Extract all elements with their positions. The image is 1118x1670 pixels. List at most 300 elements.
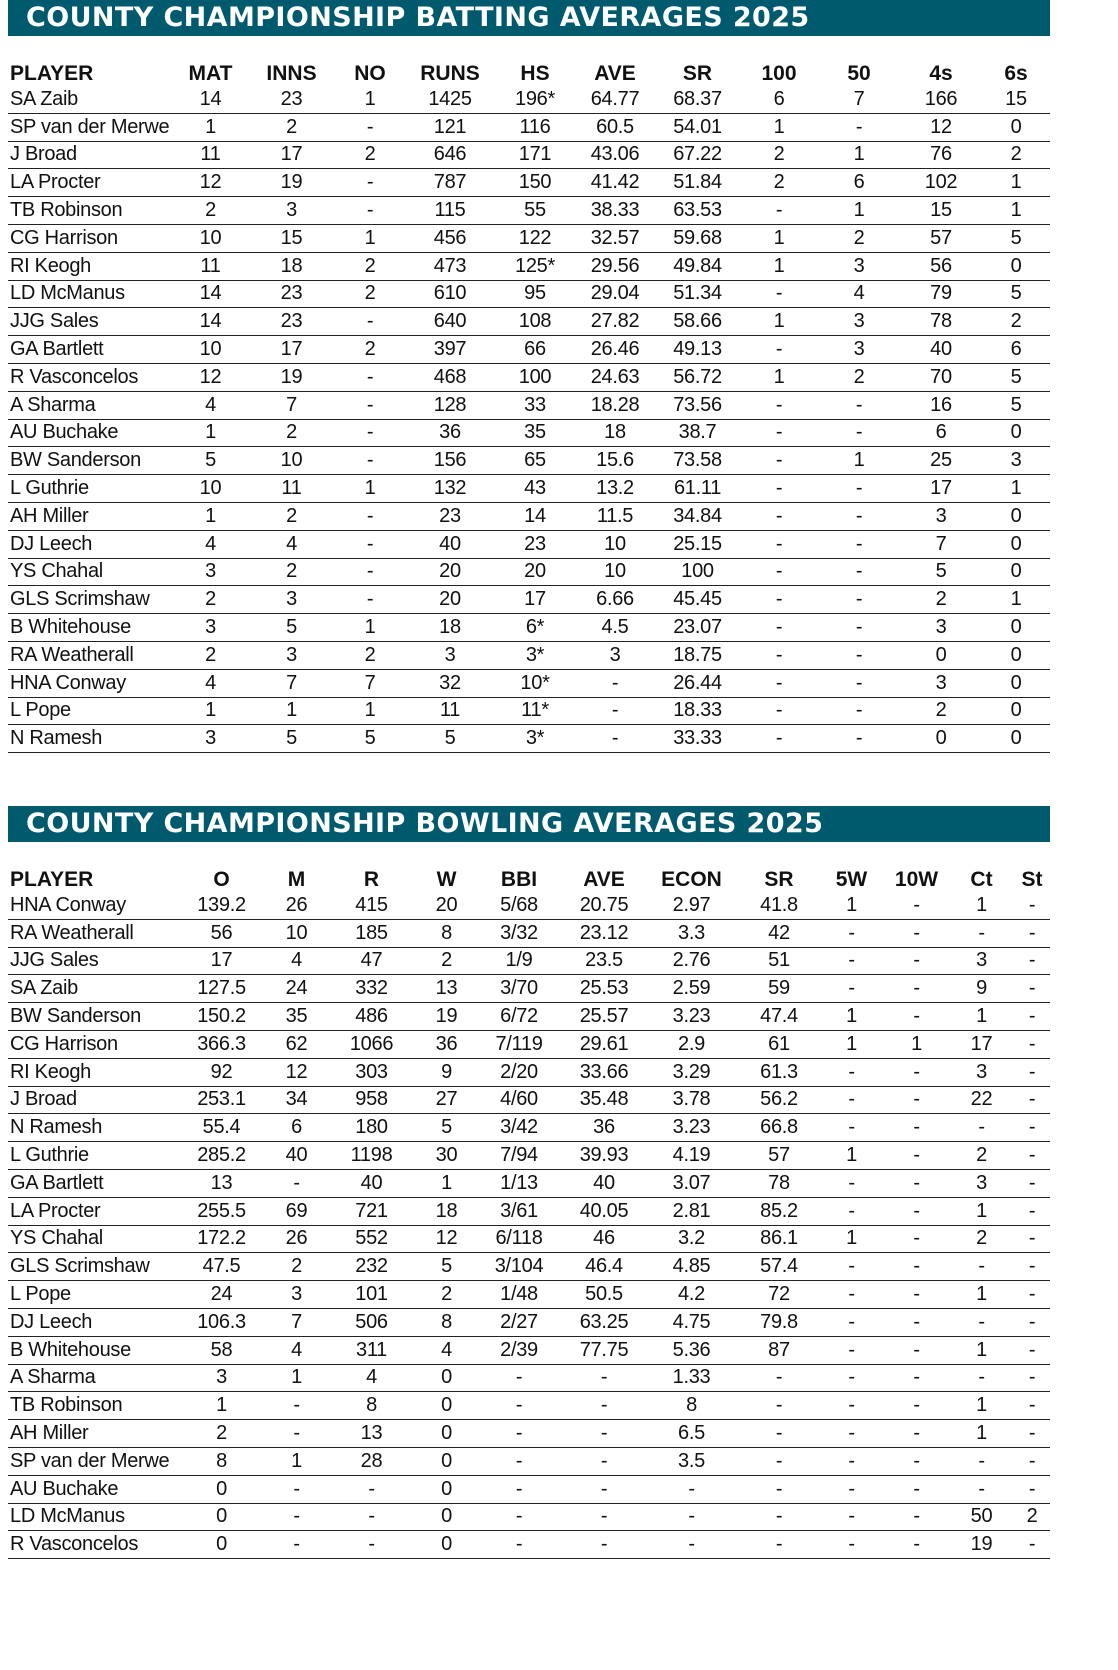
- bowling-cell-sr: 59: [739, 975, 819, 1003]
- bowling-cell-5w: -: [819, 1197, 884, 1225]
- batting-cell-4s: 3: [900, 614, 982, 642]
- batting-cell-no: 2: [335, 280, 405, 308]
- batting-cell-inns: 23: [248, 280, 335, 308]
- batting-cell-100: 1: [740, 252, 818, 280]
- bowling-cell-st: -: [1014, 919, 1050, 947]
- bowling-cell-o: 0: [174, 1475, 269, 1503]
- bowling-cell-ave: 23.12: [564, 919, 644, 947]
- bowling-cell-bbi: 3/32: [474, 919, 564, 947]
- batting-cell-runs: 473: [405, 252, 495, 280]
- batting-cell-50: -: [818, 725, 900, 753]
- bowling-player-name: HNA Conway: [8, 892, 174, 919]
- bowling-cell-ave: 40.05: [564, 1197, 644, 1225]
- bowling-col-header-bbi: BBI: [500, 868, 538, 891]
- bowling-cell-ct: 1: [949, 1003, 1014, 1031]
- batting-cell-no: 5: [335, 725, 405, 753]
- bowling-cell-econ: 3.78: [644, 1086, 739, 1114]
- batting-cell-sr: 23.07: [655, 614, 740, 642]
- bowling-cell-10w: -: [884, 1281, 949, 1309]
- batting-cell-sr: 49.13: [655, 336, 740, 364]
- batting-cell-50: 7: [818, 86, 900, 113]
- batting-col-header-6s: 6s: [1004, 62, 1028, 85]
- batting-cell-50: -: [818, 502, 900, 530]
- batting-cell-sr: 51.84: [655, 169, 740, 197]
- batting-cell-sr: 73.58: [655, 447, 740, 475]
- bowling-cell-st: -: [1014, 1086, 1050, 1114]
- batting-cell-4s: 15: [900, 197, 982, 225]
- batting-cell-inns: 2: [248, 558, 335, 586]
- batting-cell-6s: 0: [982, 669, 1050, 697]
- batting-cell-ave: 13.2: [575, 475, 655, 503]
- batting-cell-4s: 57: [900, 224, 982, 252]
- batting-cell-runs: 40: [405, 530, 495, 558]
- bowling-cell-ct: 1: [949, 892, 1014, 919]
- batting-cell-runs: 20: [405, 586, 495, 614]
- bowling-cell-r: 1066: [324, 1030, 419, 1058]
- bowling-cell-10w: -: [884, 1447, 949, 1475]
- bowling-cell-st: -: [1014, 1475, 1050, 1503]
- bowling-cell-st: -: [1014, 975, 1050, 1003]
- batting-cell-sr: 58.66: [655, 308, 740, 336]
- batting-cell-ave: 10: [575, 530, 655, 558]
- batting-title: COUNTY CHAMPIONSHIP BATTING AVERAGES 2025: [26, 2, 810, 33]
- batting-cell-mat: 2: [173, 197, 248, 225]
- bowling-cell-ct: 17: [949, 1030, 1014, 1058]
- bowling-cell-w: 12: [419, 1225, 474, 1253]
- bowling-cell-sr: -: [739, 1420, 819, 1448]
- bowling-cell-w: 2: [419, 947, 474, 975]
- batting-cell-100: -: [740, 419, 818, 447]
- batting-cell-6s: 1: [982, 169, 1050, 197]
- batting-cell-100: -: [740, 502, 818, 530]
- batting-player-name: A Sharma: [8, 391, 173, 419]
- bowling-cell-10w: -: [884, 1475, 949, 1503]
- batting-cell-ave: 27.82: [575, 308, 655, 336]
- batting-cell-4s: 40: [900, 336, 982, 364]
- bowling-cell-m: 2: [269, 1253, 324, 1281]
- bowling-cell-st: -: [1014, 1392, 1050, 1420]
- bowling-cell-r: 1198: [324, 1142, 419, 1170]
- bowling-cell-bbi: 2/20: [474, 1058, 564, 1086]
- bowling-table-row: [8, 1281, 1050, 1309]
- bowling-cell-10w: -: [884, 919, 949, 947]
- batting-cell-inns: 3: [248, 641, 335, 669]
- batting-cell-mat: 1: [173, 697, 248, 725]
- bowling-cell-econ: 2.97: [644, 892, 739, 919]
- batting-table-row: [8, 113, 1050, 141]
- bowling-cell-ct: -: [949, 1253, 1014, 1281]
- batting-cell-mat: 14: [173, 280, 248, 308]
- batting-cell-4s: 56: [900, 252, 982, 280]
- batting-cell-inns: 1: [248, 697, 335, 725]
- bowling-cell-ct: 1: [949, 1336, 1014, 1364]
- bowling-player-name: AH Miller: [8, 1420, 174, 1448]
- bowling-table-row: [8, 975, 1050, 1003]
- batting-table-row: [8, 586, 1050, 614]
- batting-cell-no: -: [335, 169, 405, 197]
- bowling-cell-o: 55.4: [174, 1114, 269, 1142]
- bowling-table-row: [8, 892, 1050, 919]
- batting-table-row: [8, 447, 1050, 475]
- batting-table-row: [8, 336, 1050, 364]
- bowling-cell-r: 40: [324, 1169, 419, 1197]
- batting-cell-runs: 20: [405, 558, 495, 586]
- batting-player-name: RI Keogh: [8, 252, 173, 280]
- batting-cell-inns: 11: [248, 475, 335, 503]
- batting-cell-inns: 23: [248, 86, 335, 113]
- bowling-cell-ct: -: [949, 1114, 1014, 1142]
- bowling-player-name: DJ Leech: [8, 1308, 174, 1336]
- batting-table-row: [8, 363, 1050, 391]
- bowling-player-name: BW Sanderson: [8, 1003, 174, 1031]
- batting-cell-4s: 16: [900, 391, 982, 419]
- bowling-cell-w: 20: [419, 892, 474, 919]
- batting-table-row: [8, 502, 1050, 530]
- bowling-cell-r: 47: [324, 947, 419, 975]
- bowling-cell-st: -: [1014, 1364, 1050, 1392]
- batting-cell-6s: 5: [982, 224, 1050, 252]
- bowling-col-header-ave: AVE: [583, 868, 625, 891]
- bowling-cell-o: 0: [174, 1503, 269, 1531]
- batting-cell-6s: 0: [982, 419, 1050, 447]
- batting-cell-hs: 10*: [495, 669, 575, 697]
- batting-cell-50: 3: [818, 308, 900, 336]
- bowling-player-name: R Vasconcelos: [8, 1531, 174, 1559]
- bowling-cell-sr: -: [739, 1392, 819, 1420]
- batting-cell-100: -: [740, 669, 818, 697]
- bowling-table-row: [8, 1308, 1050, 1336]
- batting-cell-100: -: [740, 641, 818, 669]
- batting-cell-100: -: [740, 697, 818, 725]
- batting-cell-inns: 19: [248, 169, 335, 197]
- bowling-table-row: [8, 1058, 1050, 1086]
- bowling-cell-o: 17: [174, 947, 269, 975]
- batting-cell-no: 2: [335, 141, 405, 169]
- bowling-cell-m: 34: [269, 1086, 324, 1114]
- batting-cell-sr: 63.53: [655, 197, 740, 225]
- bowling-cell-sr: 87: [739, 1336, 819, 1364]
- bowling-cell-st: -: [1014, 1058, 1050, 1086]
- bowling-cell-m: 69: [269, 1197, 324, 1225]
- bowling-cell-bbi: 2/39: [474, 1336, 564, 1364]
- bowling-cell-bbi: 6/72: [474, 1003, 564, 1031]
- bowling-cell-st: -: [1014, 1142, 1050, 1170]
- batting-table-row: [8, 252, 1050, 280]
- bowling-cell-o: 8: [174, 1447, 269, 1475]
- bowling-cell-m: -: [269, 1475, 324, 1503]
- batting-col-header-player: PLAYER: [10, 62, 94, 85]
- bowling-cell-bbi: 4/60: [474, 1086, 564, 1114]
- batting-cell-inns: 23: [248, 308, 335, 336]
- bowling-cell-10w: -: [884, 1169, 949, 1197]
- batting-player-name: SA Zaib: [8, 86, 173, 113]
- bowling-cell-ave: 25.57: [564, 1003, 644, 1031]
- bowling-player-name: L Pope: [8, 1281, 174, 1309]
- batting-cell-no: 2: [335, 252, 405, 280]
- bowling-cell-sr: 61.3: [739, 1058, 819, 1086]
- bowling-cell-sr: 78: [739, 1169, 819, 1197]
- batting-player-name: R Vasconcelos: [8, 363, 173, 391]
- bowling-cell-sr: 85.2: [739, 1197, 819, 1225]
- bowling-cell-10w: -: [884, 892, 949, 919]
- bowling-cell-bbi: 6/118: [474, 1225, 564, 1253]
- batting-cell-50: 1: [818, 197, 900, 225]
- batting-cell-6s: 2: [982, 308, 1050, 336]
- batting-table-row: [8, 141, 1050, 169]
- batting-table-row: [8, 475, 1050, 503]
- bowling-col-header-10w: 10W: [894, 868, 939, 891]
- batting-cell-no: 2: [335, 641, 405, 669]
- bowling-cell-10w: -: [884, 1086, 949, 1114]
- bowling-cell-st: -: [1014, 1420, 1050, 1448]
- batting-cell-100: -: [740, 475, 818, 503]
- batting-cell-runs: 156: [405, 447, 495, 475]
- batting-cell-inns: 2: [248, 419, 335, 447]
- bowling-table-row: [8, 1420, 1050, 1448]
- batting-col-header-hs: HS: [520, 62, 550, 85]
- bowling-cell-econ: -: [644, 1503, 739, 1531]
- bowling-cell-10w: -: [884, 1503, 949, 1531]
- batting-player-name: TB Robinson: [8, 197, 173, 225]
- bowling-cell-w: 36: [419, 1030, 474, 1058]
- bowling-cell-m: 12: [269, 1058, 324, 1086]
- batting-cell-100: 1: [740, 308, 818, 336]
- bowling-cell-st: -: [1014, 1447, 1050, 1475]
- bowling-cell-w: 27: [419, 1086, 474, 1114]
- batting-cell-no: -: [335, 197, 405, 225]
- batting-cell-inns: 19: [248, 363, 335, 391]
- batting-cell-4s: 0: [900, 641, 982, 669]
- bowling-cell-sr: 79.8: [739, 1308, 819, 1336]
- batting-cell-hs: 3*: [495, 641, 575, 669]
- batting-table-row: [8, 614, 1050, 642]
- bowling-cell-r: 4: [324, 1364, 419, 1392]
- batting-cell-sr: 33.33: [655, 725, 740, 753]
- batting-cell-mat: 4: [173, 669, 248, 697]
- batting-cell-100: 6: [740, 86, 818, 113]
- bowling-cell-bbi: -: [474, 1364, 564, 1392]
- batting-cell-4s: 76: [900, 141, 982, 169]
- bowling-cell-w: 8: [419, 1308, 474, 1336]
- batting-cell-50: -: [818, 641, 900, 669]
- batting-cell-hs: 95: [495, 280, 575, 308]
- bowling-table-row: [8, 919, 1050, 947]
- bowling-cell-w: 0: [419, 1531, 474, 1559]
- bowling-cell-5w: -: [819, 1392, 884, 1420]
- bowling-cell-w: 0: [419, 1392, 474, 1420]
- batting-cell-no: -: [335, 530, 405, 558]
- bowling-cell-bbi: 2/27: [474, 1308, 564, 1336]
- bowling-cell-ct: 1: [949, 1420, 1014, 1448]
- batting-cell-ave: 18: [575, 419, 655, 447]
- batting-cell-ave: 6.66: [575, 586, 655, 614]
- bowling-cell-w: 0: [419, 1447, 474, 1475]
- bowling-player-name: LD McManus: [8, 1503, 174, 1531]
- bowling-player-name: SA Zaib: [8, 975, 174, 1003]
- batting-cell-6s: 1: [982, 475, 1050, 503]
- batting-cell-sr: 54.01: [655, 113, 740, 141]
- batting-cell-6s: 1: [982, 586, 1050, 614]
- bowling-col-header-5w: 5W: [835, 868, 868, 891]
- batting-cell-4s: 7: [900, 530, 982, 558]
- bowling-cell-sr: -: [739, 1364, 819, 1392]
- batting-cell-runs: 646: [405, 141, 495, 169]
- batting-cell-inns: 17: [248, 336, 335, 364]
- batting-player-name: B Whitehouse: [8, 614, 173, 642]
- bowling-cell-10w: 1: [884, 1030, 949, 1058]
- bowling-cell-o: 92: [174, 1058, 269, 1086]
- batting-table-row: [8, 725, 1050, 753]
- bowling-cell-m: -: [269, 1169, 324, 1197]
- bowling-cell-w: 0: [419, 1503, 474, 1531]
- bowling-cell-10w: -: [884, 1364, 949, 1392]
- bowling-cell-o: 1: [174, 1392, 269, 1420]
- bowling-cell-ave: -: [564, 1503, 644, 1531]
- bowling-cell-o: 285.2: [174, 1142, 269, 1170]
- bowling-cell-r: -: [324, 1503, 419, 1531]
- bowling-cell-bbi: 1/9: [474, 947, 564, 975]
- bowling-cell-10w: -: [884, 1531, 949, 1559]
- bowling-player-name: A Sharma: [8, 1364, 174, 1392]
- bowling-cell-sr: 72: [739, 1281, 819, 1309]
- batting-cell-sr: 73.56: [655, 391, 740, 419]
- batting-cell-4s: 25: [900, 447, 982, 475]
- batting-cell-no: -: [335, 308, 405, 336]
- bowling-cell-ave: 77.75: [564, 1336, 644, 1364]
- bowling-cell-m: 40: [269, 1142, 324, 1170]
- batting-cell-no: -: [335, 586, 405, 614]
- batting-cell-50: 2: [818, 363, 900, 391]
- bowling-cell-bbi: 1/13: [474, 1169, 564, 1197]
- bowling-table-row: [8, 1114, 1050, 1142]
- bowling-player-name: JJG Sales: [8, 947, 174, 975]
- bowling-cell-m: 6: [269, 1114, 324, 1142]
- bowling-cell-ct: 22: [949, 1086, 1014, 1114]
- bowling-cell-sr: 56.2: [739, 1086, 819, 1114]
- bowling-cell-ave: -: [564, 1392, 644, 1420]
- batting-cell-ave: 38.33: [575, 197, 655, 225]
- batting-cell-runs: 5: [405, 725, 495, 753]
- bowling-averages-table: [8, 862, 1050, 1559]
- batting-cell-sr: 100: [655, 558, 740, 586]
- batting-cell-hs: 35: [495, 419, 575, 447]
- bowling-cell-m: -: [269, 1420, 324, 1448]
- batting-table-row: [8, 697, 1050, 725]
- batting-cell-6s: 5: [982, 363, 1050, 391]
- bowling-cell-ct: 9: [949, 975, 1014, 1003]
- batting-cell-runs: 610: [405, 280, 495, 308]
- bowling-cell-econ: 2.9: [644, 1030, 739, 1058]
- bowling-cell-bbi: 7/94: [474, 1142, 564, 1170]
- bowling-cell-econ: 2.59: [644, 975, 739, 1003]
- batting-cell-no: -: [335, 447, 405, 475]
- bowling-cell-bbi: -: [474, 1447, 564, 1475]
- batting-cell-no: 1: [335, 697, 405, 725]
- bowling-cell-5w: 1: [819, 1225, 884, 1253]
- bowling-cell-o: 58: [174, 1336, 269, 1364]
- batting-cell-6s: 15: [982, 86, 1050, 113]
- batting-cell-6s: 0: [982, 725, 1050, 753]
- bowling-cell-ave: 25.53: [564, 975, 644, 1003]
- batting-cell-4s: 12: [900, 113, 982, 141]
- bowling-col-header-ct: Ct: [970, 868, 993, 891]
- batting-cell-4s: 3: [900, 502, 982, 530]
- batting-player-name: LA Procter: [8, 169, 173, 197]
- batting-player-name: RA Weatherall: [8, 641, 173, 669]
- batting-cell-6s: 0: [982, 614, 1050, 642]
- bowling-cell-st: -: [1014, 892, 1050, 919]
- bowling-cell-sr: 66.8: [739, 1114, 819, 1142]
- bowling-cell-m: 62: [269, 1030, 324, 1058]
- bowling-cell-m: -: [269, 1392, 324, 1420]
- batting-cell-100: -: [740, 586, 818, 614]
- batting-cell-inns: 17: [248, 141, 335, 169]
- batting-cell-runs: 3: [405, 641, 495, 669]
- bowling-player-name: RA Weatherall: [8, 919, 174, 947]
- bowling-cell-10w: -: [884, 1197, 949, 1225]
- bowling-cell-r: 303: [324, 1058, 419, 1086]
- bowling-cell-bbi: -: [474, 1420, 564, 1448]
- bowling-cell-econ: 3.07: [644, 1169, 739, 1197]
- batting-cell-50: 3: [818, 252, 900, 280]
- bowling-cell-10w: -: [884, 1114, 949, 1142]
- batting-player-name: L Pope: [8, 697, 173, 725]
- bowling-cell-10w: -: [884, 1392, 949, 1420]
- bowling-cell-o: 139.2: [174, 892, 269, 919]
- batting-cell-4s: 17: [900, 475, 982, 503]
- bowling-cell-econ: -: [644, 1475, 739, 1503]
- batting-cell-mat: 11: [173, 252, 248, 280]
- batting-cell-6s: 0: [982, 558, 1050, 586]
- batting-cell-no: -: [335, 502, 405, 530]
- bowling-cell-m: 3: [269, 1281, 324, 1309]
- batting-cell-4s: 0: [900, 725, 982, 753]
- bowling-cell-sr: -: [739, 1531, 819, 1559]
- bowling-cell-ave: -: [564, 1475, 644, 1503]
- bowling-cell-r: -: [324, 1475, 419, 1503]
- batting-cell-runs: 787: [405, 169, 495, 197]
- batting-cell-ave: 64.77: [575, 86, 655, 113]
- batting-cell-mat: 5: [173, 447, 248, 475]
- batting-cell-runs: 121: [405, 113, 495, 141]
- bowling-cell-bbi: -: [474, 1475, 564, 1503]
- batting-cell-mat: 3: [173, 614, 248, 642]
- batting-cell-50: 1: [818, 141, 900, 169]
- bowling-cell-ct: 2: [949, 1142, 1014, 1170]
- batting-cell-50: -: [818, 669, 900, 697]
- batting-header-row: [8, 56, 1050, 86]
- bowling-cell-5w: 1: [819, 892, 884, 919]
- bowling-col-header-sr: SR: [764, 868, 794, 891]
- batting-col-header-runs: RUNS: [420, 62, 480, 85]
- batting-cell-100: -: [740, 391, 818, 419]
- batting-cell-ave: 4.5: [575, 614, 655, 642]
- bowling-player-name: AU Buchake: [8, 1475, 174, 1503]
- bowling-cell-10w: -: [884, 1420, 949, 1448]
- batting-cell-hs: 196*: [495, 86, 575, 113]
- bowling-cell-m: 26: [269, 1225, 324, 1253]
- bowling-cell-5w: -: [819, 1420, 884, 1448]
- batting-player-name: HNA Conway: [8, 669, 173, 697]
- batting-cell-mat: 10: [173, 475, 248, 503]
- bowling-cell-ct: 1: [949, 1392, 1014, 1420]
- batting-cell-ave: 11.5: [575, 502, 655, 530]
- bowling-cell-ct: -: [949, 1447, 1014, 1475]
- batting-cell-ave: 41.42: [575, 169, 655, 197]
- bowling-col-header-m: M: [287, 868, 306, 891]
- bowling-cell-econ: 1.33: [644, 1364, 739, 1392]
- bowling-cell-r: 415: [324, 892, 419, 919]
